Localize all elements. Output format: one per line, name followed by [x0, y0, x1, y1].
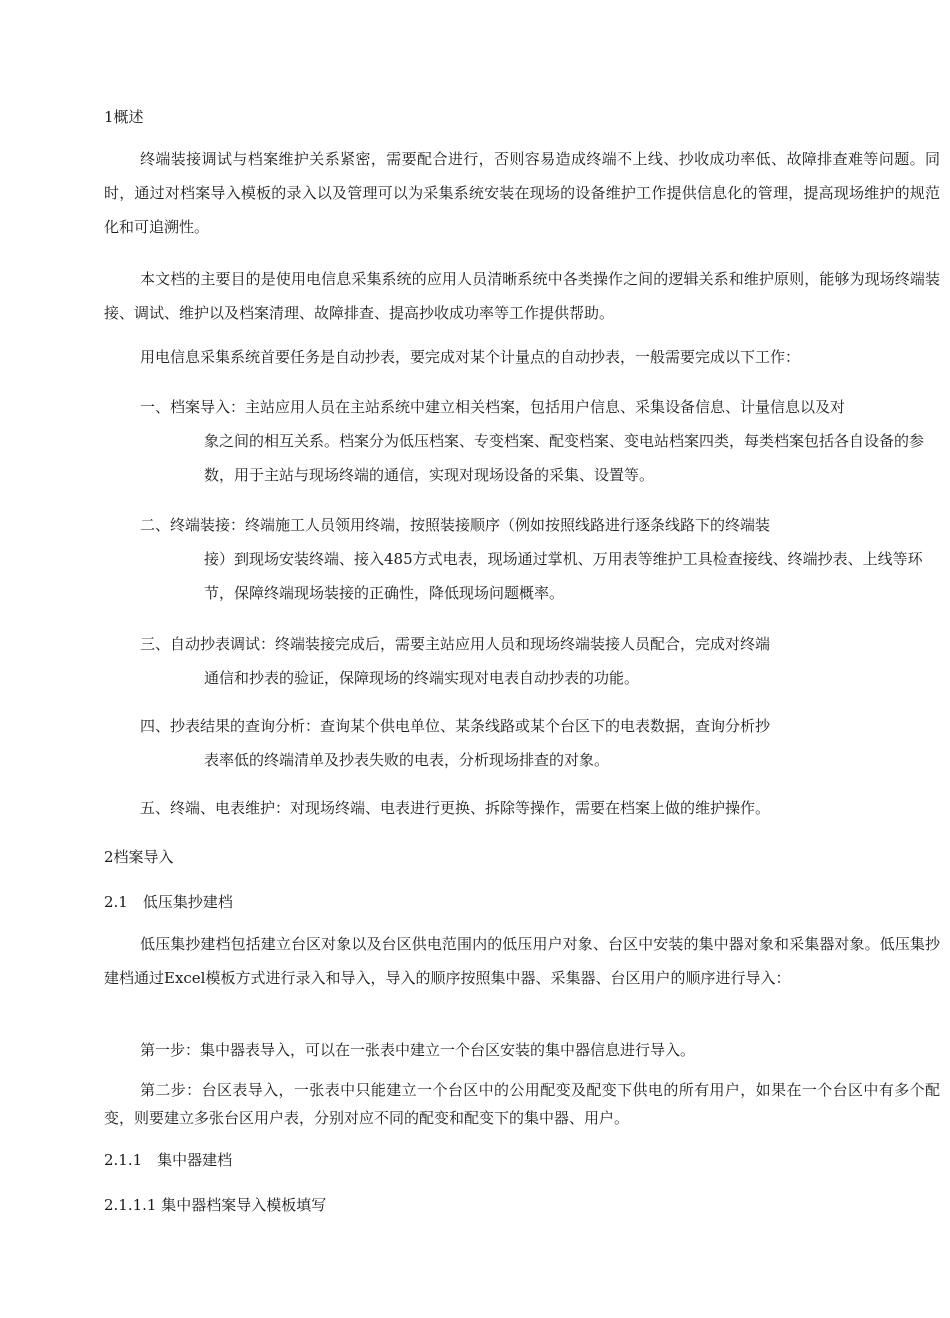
paragraph-tasks: 用电信息采集系统首要任务是自动抄表，要完成对某个计量点的自动抄表，一般需要完成以下工作： — [140, 348, 801, 366]
list-item-terminal-install — [140, 508, 936, 610]
heading-concentrator: 2.1.1 集中器建档 — [104, 1151, 233, 1169]
heading-concentrator-template: 2.1.1.1 集中器档案导入模板填写 — [104, 1196, 327, 1214]
paragraph-purpose: 本文档的主要目的是使用电信息采集系统的应用人员清晰系统中各类操作之间的逻辑关系和维护原则，能够为现场终端装接、调试、维护以及档案清理、故障排查、提高抄收成功率等工作提供帮助。 — [104, 270, 940, 322]
list-item-first-line: 三、自动抄表调试：终端装接完成后，需要主站应用人员和现场终端装接人员配合，完成对终端 — [140, 635, 771, 653]
list-item-first-line: 二、终端装接：终端施工人员领用终端，按照装接顺序（例如按照线路进行逐条线路下的终端装 — [140, 516, 771, 534]
list-item-continuation: 表率低的终端清单及抄表失败的电表，分析现场排查的对象。 — [204, 751, 610, 769]
list-item-first-line: 五、终端、电表维护：对现场终端、电表进行更换、拆除等操作，需要在档案上做的维护操作。 — [140, 799, 771, 817]
heading-archive-import: 2档案导入 — [104, 848, 174, 866]
list-item-first-line: 一、档案导入：主站应用人员在主站系统中建立相关档案，包括用户信息、采集设备信息、计量信息以及对 — [140, 398, 846, 416]
heading-low-voltage: 2.1 低压集抄建档 — [104, 893, 233, 911]
list-item-query-analysis — [140, 709, 936, 777]
paragraph-step-one: 第一步：集中器表导入，可以在一张表中建立一个台区安装的集中器信息进行导入。 — [140, 1041, 696, 1059]
list-item-continuation: 通信和抄表的验证，保障现场的终端实现对电表自动抄表的功能。 — [204, 669, 640, 687]
list-item-first-line: 四、抄表结果的查询分析：查询某个供电单位、某条线路或某个台区下的电表数据，查询分析抄 — [140, 717, 771, 735]
list-item-continuation: 接）到现场安装终端、接入485方式电表，现场通过掌机、万用表等维护工具检查接线、终端抄表、上线等环节，保障终端现场装接的正确性，降低现场问题概率。 — [204, 550, 923, 602]
paragraph-step-two: 第二步：台区表导入，一张表中只能建立一个台区中的公用配变及配变下供电的所有用户，如果在一个台区中有多个配变，则要建立多张台区用户表，分别对应不同的配变和配变下的集中器、用户。 — [104, 1081, 940, 1127]
list-item-archive-import — [140, 390, 936, 492]
list-item-auto-reading — [140, 627, 936, 695]
list-item-continuation: 象之间的相互关系。档案分为低压档案、专变档案、配变档案、变电站档案四类，每类档案包括各自设备的参数，用于主站与现场终端的通信，实现对现场设备的采集、设置等。 — [204, 432, 925, 484]
paragraph-intro: 终端装接调试与档案维护关系紧密，需要配合进行，否则容易造成终端不上线、抄收成功率低、故障排查难等问题。同时，通过对档案导入模板的录入以及管理可以为采集系统安装在现场的设备维护工作提供信息化的管理，提高现场维护的规范化和可追溯性。 — [104, 150, 940, 236]
list-item-maintenance — [140, 791, 936, 825]
paragraph-low-voltage: 低压集抄建档包括建立台区对象以及台区供电范围内的低压用户对象、台区中安装的集中器对象和采集器对象。低压集抄建档通过Excel模板方式进行录入和导入，导入的顺序按照集中器、采集器、台区用户的顺序进行导入： — [104, 935, 940, 987]
heading-overview: 1概述 — [104, 108, 144, 126]
